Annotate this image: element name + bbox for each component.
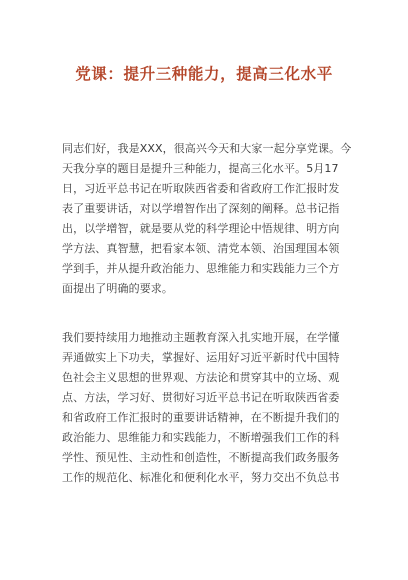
paragraph-line: 天我分享的题目是提升三种能力，提高三化水平。5月17: [62, 162, 339, 175]
paragraph-line: 弄通做实上下功夫，掌握好、运用好习近平新时代中国特: [62, 351, 340, 364]
paragraph-line: 点、方法，学习好、贯彻好习近平总书记在听取陕西省委: [62, 391, 340, 404]
paragraph-line: 工作的规范化、标准化和便利化水平，努力交出不负总书: [62, 471, 340, 484]
document-title: 党课：提升三种能力，提高三化水平: [75, 65, 333, 83]
paragraph-line: 出，以学增智，就是要从党的科学理论中悟规律、明方向: [62, 222, 340, 235]
paragraph-line: 日，习近平总书记在听取陕西省委和省政府工作汇报时发: [62, 182, 340, 195]
paragraph-line: 学到手，并从提升政治能力、思维能力和实践能力三个方: [62, 262, 340, 275]
paragraph-line: 政治能力、思维能力和实践能力，不断增强我们工作的科: [62, 431, 340, 444]
paragraph-line: 面提出了明确的要求。: [62, 282, 173, 295]
paragraph-line: 色社会主义思想的世界观、方法论和贯穿其中的立场、观: [62, 371, 340, 384]
paragraph-line: 我们要持续用力地推动主题教育深入扎实地开展，在学懂: [62, 331, 340, 344]
paragraph-line: 和省政府工作汇报时的重要讲话精神，在不断提升我们的: [62, 411, 340, 424]
paragraph-line: 学性、预见性、主动性和创造性，不断提高我们政务服务: [62, 451, 340, 464]
paragraph-line: 学方法、真智慧，把看家本领、清党本领、治国理国本领: [62, 242, 340, 255]
paragraph-2: [62, 328, 352, 488]
paragraph-line: 同志们好，我是XXX，很高兴今天和大家一起分享党课。今: [62, 142, 352, 155]
paragraph-1: [62, 139, 352, 299]
paragraph-line: 表了重要讲话，对以学增智作出了深刻的阐释。总书记指: [62, 202, 340, 215]
